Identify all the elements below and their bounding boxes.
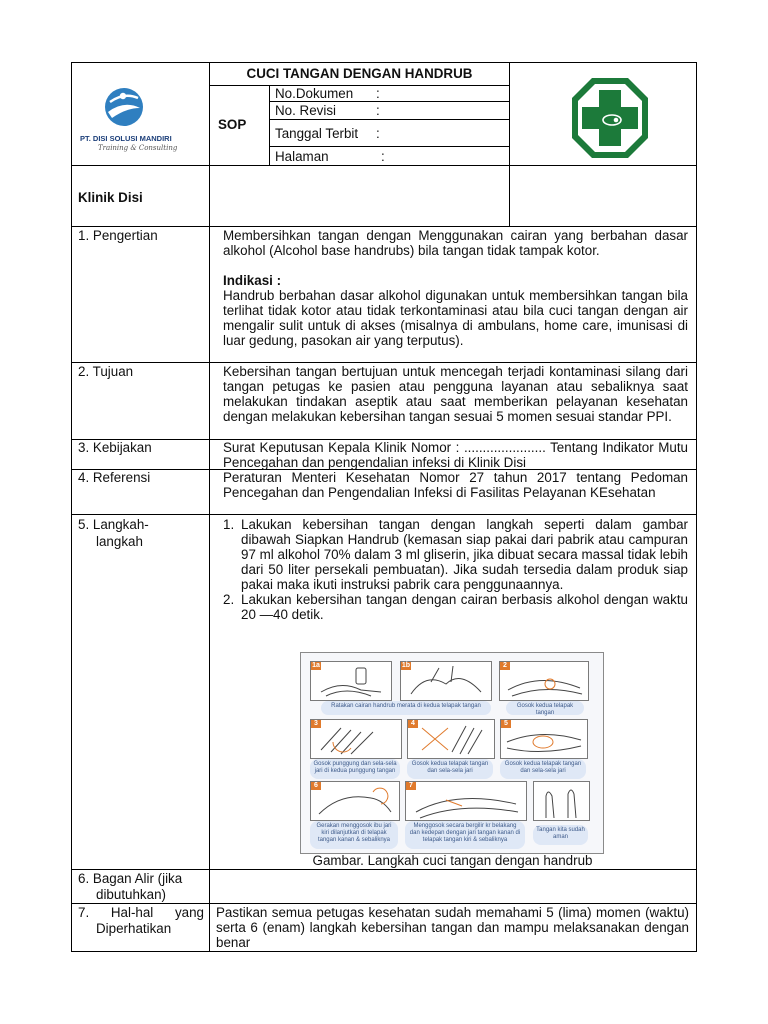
body-column-divider [209, 226, 210, 952]
step-caption: Gosok punggung dan sela-sela jari di kedua punggung tangan [310, 759, 400, 779]
pengertian-text: Membersihkan tangan dengan Menggunakan cairan yang berbahan dasar alkohol (Alcohol base handrubs) bila tangan tidak tampak kotor. [223, 228, 688, 258]
page-title: CUCI TANGAN DENGAN HANDRUB [246, 66, 473, 81]
hal-text: Pastikan semua petugas kesehatan sudah memahami 5 (lima) momen (waktu) serta 6 (enam) langkah kebersihan tangan dan mampu melaksanakan dengan benar [216, 905, 689, 950]
step-illustration [400, 661, 492, 701]
step-illustration [310, 719, 402, 759]
header-divider [209, 85, 510, 86]
step-caption: Gosok kedua telapak tangan dan sela-sela jari [407, 759, 493, 779]
section-label-pengertian: 1. Pengertian [78, 228, 158, 243]
doc-field-label: Tanggal Terbit [275, 126, 359, 141]
indikasi-label: Indikasi : [223, 273, 282, 288]
row-divider [71, 362, 697, 363]
doc-field-label: No.Dokumen [275, 86, 354, 101]
step-illustration [499, 661, 589, 701]
referensi-text: Peraturan Menteri Kesehatan Nomor 27 tahun 2017 tentang Pedoman Pencegahan dan Pengendalian Infeksi di Fasilitas Pelayanan KEsehatan [223, 470, 688, 500]
step-illustration [310, 661, 392, 701]
step-caption: Tangan kita sudah aman [533, 825, 588, 845]
company-logo [78, 82, 204, 162]
doc-field-label: No. Revisi [275, 103, 337, 118]
section-label-referensi: 4. Referensi [78, 470, 151, 485]
step-number: 1b [401, 662, 411, 669]
header-divider [269, 101, 510, 102]
table-border-bottom [71, 951, 697, 952]
row-divider [71, 514, 697, 515]
step-illustration [533, 781, 590, 821]
step-number: 2 [500, 662, 510, 670]
step-illustration [407, 719, 495, 759]
langkah-list [223, 517, 688, 622]
header-divider [209, 62, 210, 227]
step-caption: Gerakan menggosok ibu jari kiri dilanjutkan di telapak tangan kanan & sebaliknya [310, 821, 398, 849]
step-illustration [405, 781, 527, 821]
doc-field-value: : [376, 103, 380, 118]
table-border-left [71, 62, 72, 952]
indikasi-text: Handrub berbahan dasar alkohol digunakan untuk membersihkan tangan bila terlihat tidak kotor atau tidak terkontaminasi atau bila cuci tangan dengan air mengalir sulit untuk di akses (misalnya di ambulans, home care, imunisasi di luar gedung, pasokan air yang terputus). [223, 288, 688, 348]
step-caption: Menggosok secara bergilir kr belakang dan kedepan dengan jari tangan kanan di telapak tangan kiri & sebaliknya [405, 821, 525, 849]
doc-field-value: : [376, 86, 380, 101]
step-number: 5 [501, 720, 511, 728]
step-illustration [500, 719, 588, 759]
header-divider [269, 85, 270, 165]
handrub-steps-figure [300, 652, 604, 854]
header-divider [269, 119, 510, 120]
figure-caption: Gambar. Langkah cuci tangan dengan handrub [312, 853, 593, 868]
sop-label: SOP [218, 117, 247, 132]
step-number: 6 [311, 782, 321, 790]
section-label-kebijakan: 3. Kebijakan [78, 440, 152, 455]
doc-field-value: : [381, 149, 385, 164]
header-divider [269, 146, 510, 147]
clinic-cross-logo [570, 76, 650, 160]
section-label-langkah: 5. Langkah- [78, 517, 149, 532]
step-number: 4 [408, 720, 418, 728]
row-divider [71, 869, 697, 870]
step-number: 7 [406, 782, 416, 790]
header-divider [71, 165, 697, 166]
header-divider [71, 226, 697, 227]
list-item-number: 1. [223, 517, 235, 532]
list-item-number: 2. [223, 592, 235, 607]
list-item [223, 592, 688, 622]
header-divider [509, 62, 510, 227]
section-label-tujuan: 2. Tujuan [78, 364, 134, 379]
section-label-bagan: dibutuhkan) [96, 887, 166, 902]
kebijakan-text: Surat Keputusan Kepala Klinik Nomor : ...................... Tentang Indikator Mutu Pencegahan dan pengendalian infeksi di Klinik Disi [223, 440, 688, 470]
table-border-top [71, 62, 697, 63]
step-illustration [310, 781, 400, 821]
step-number: 1a [312, 662, 320, 669]
list-item [223, 517, 688, 592]
section-label-langkah: langkah [96, 534, 143, 549]
step-caption: Gosok kedua telapak tangan dan sela-sela jari [500, 759, 586, 779]
list-item-text: Lakukan kebersihan tangan dengan cairan berbasis alkohol dengan waktu 20 —40 detik. [241, 592, 688, 622]
step-caption: Gosok kedua telapak tangan [506, 701, 584, 715]
doc-field-label: Halaman [275, 149, 329, 164]
section-label-bagan: 6. Bagan Alir (jika [78, 871, 183, 886]
section-label-hal: 7. Hal-hal yang [78, 905, 204, 920]
table-border-right [696, 62, 697, 952]
step-caption: Ratakan cairan handrub merata di kedua telapak tangan [321, 701, 491, 715]
doc-field-value: : [376, 126, 380, 141]
row-divider [71, 903, 697, 904]
section-label-hal: Diperhatikan [96, 921, 172, 936]
company-name: PT. DISI SOLUSI MANDIRI [80, 134, 172, 143]
tujuan-text: Kebersihan tangan bertujuan untuk mencegah terjadi kontaminasi silang dari tangan petugas ke pasien atau pengguna layanan atau sebaliknya saat melakukan tindakan aseptik atau saat memberikan pelayanan kesehatan dengan melakukan kebersihan tangan sesuai 5 momen sesuai standar PPI. [223, 364, 688, 424]
clinic-name: Klinik Disi [78, 190, 143, 205]
step-number: 3 [311, 720, 321, 728]
company-tagline: Training & Consulting [98, 144, 178, 152]
list-item-text: Lakukan kebersihan tangan dengan langkah seperti dalam gambar dibawah Siapkan Handrub (kemasan siap pakai dari pabrik atau campuran 97 ml alkohol 70% dalam 3 ml gliserin, jika dibuat secara massal tidak lebih dari 50 liter persekali pembuatan). Jika sudah tersedia dalam produk siap pakai maka ikuti instruksi pabrik cara penggunaannya. [241, 517, 688, 592]
